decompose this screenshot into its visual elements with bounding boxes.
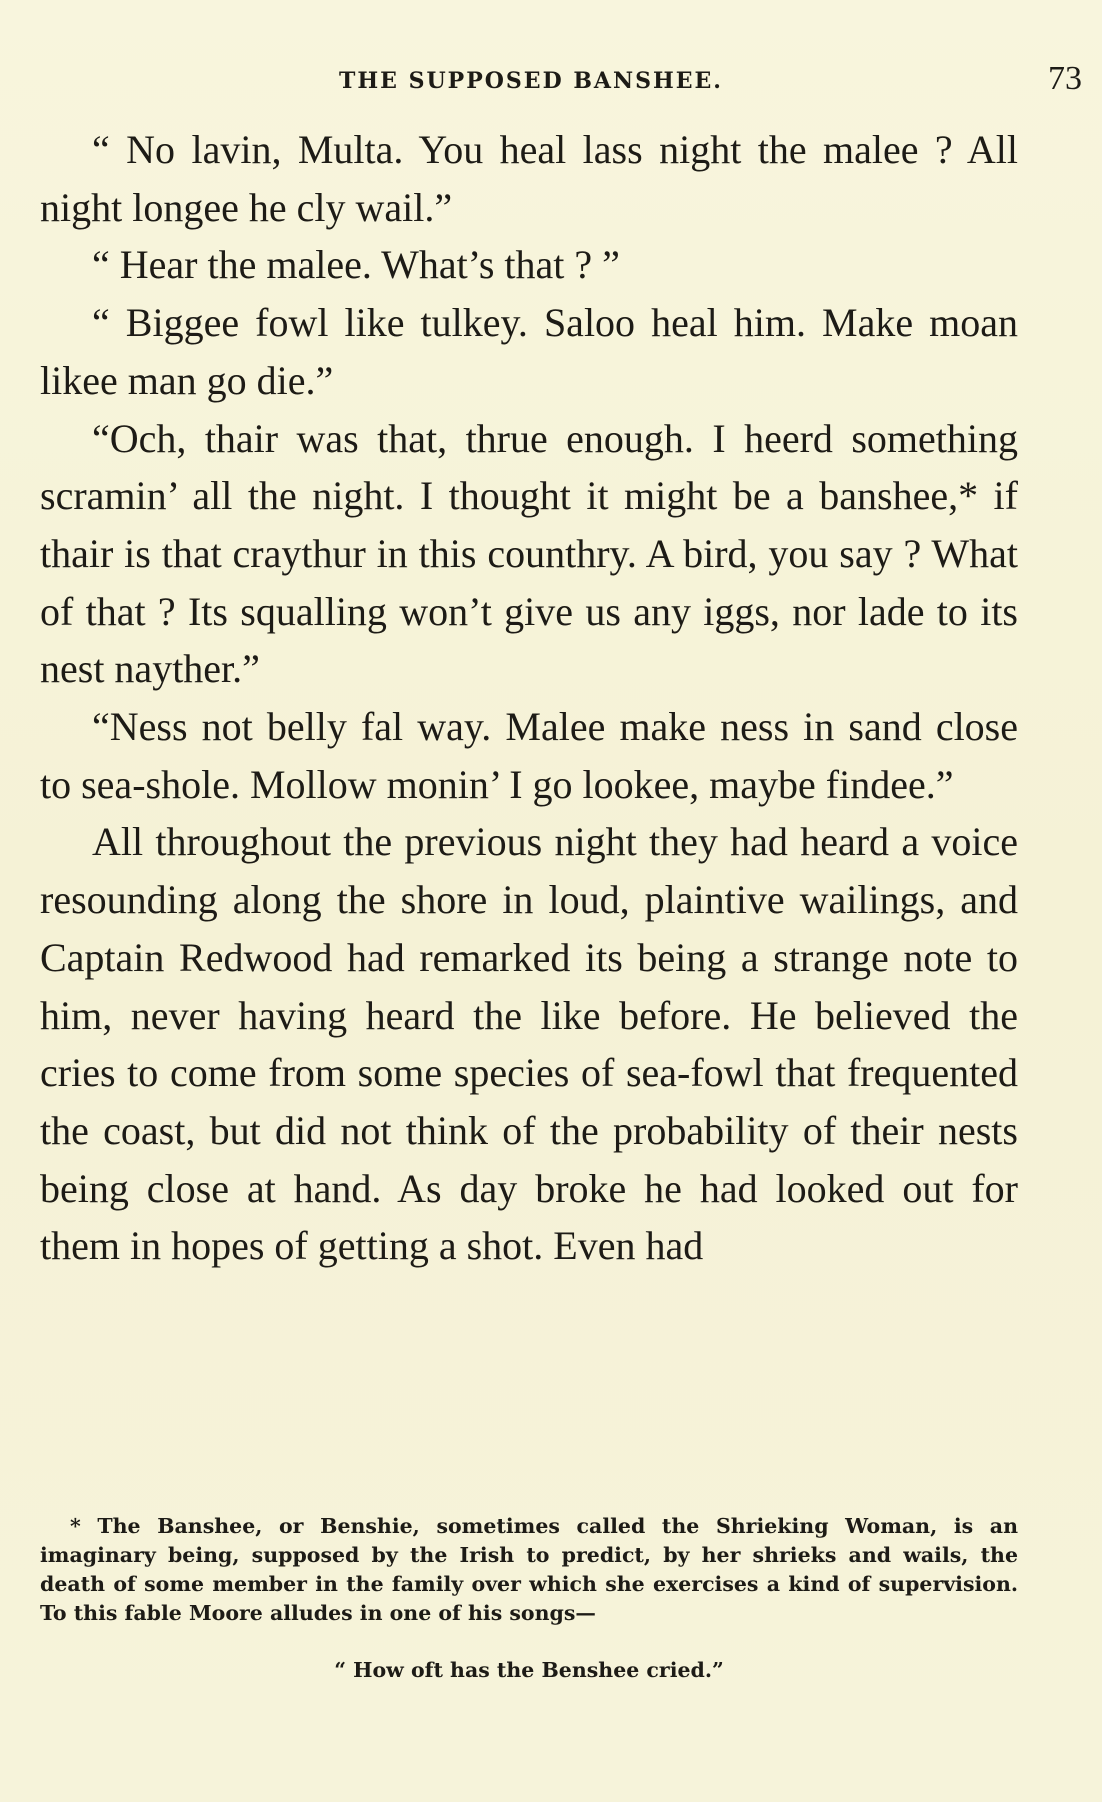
footnote-verse: “ How oft has the Benshee cried.” <box>334 1658 724 1682</box>
paragraph-narrative: All throughout the previous night they had heard a voice resounding along the shore in loud, plaintive wailings, and Captain Redwood had remarked its being a strange note to him, never having heard the like before. He believed the cries to come from some species of sea-fowl that frequented the coast, but did not think of the probability of their nests being close at hand. As day broke he had looked out for them in hopes of getting a shot. Even had <box>40 819 1018 1269</box>
paragraph-dialogue-1: “ No lavin, Multa. You heal lass night the malee ? All night longee he cly wail.” <box>40 127 1018 230</box>
body-text <box>40 121 1018 1275</box>
paragraph-dialogue-5: “Ness not belly fal way. Malee make ness in sand close to sea-shole. Mollow monin’ I go lookee, maybe findee.” <box>40 704 1018 807</box>
page-number: 73 <box>1048 60 1082 97</box>
page-header <box>40 60 1082 100</box>
paragraph-dialogue-3: “ Biggee fowl like tulkey. Saloo heal him. Make moan likee man go die.” <box>40 300 1018 403</box>
footnote: * The Banshee, or Benshie, sometimes called the Shrieking Woman, is an imaginary being, supposed by the Irish to predict, by her shrieks and wails, the death of some member in the family over which she exercises a kind of supervision. To this fable Moore alludes in one of his songs— <box>40 1514 1018 1625</box>
paragraph-dialogue-4: “Och, thair was that, thrue enough. I heerd something scramin’ all the night. I thought it might be a banshee,* if thair is that craythur in this counthry. A bird, you say ? What of that ? Its squalling won’t give us any iggs, nor lade to its nest nayther.” <box>40 415 1018 692</box>
running-head: THE SUPPOSED BANSHEE. <box>339 68 723 94</box>
paragraph-dialogue-2: “ Hear the malee. What’s that ? ” <box>92 242 620 288</box>
